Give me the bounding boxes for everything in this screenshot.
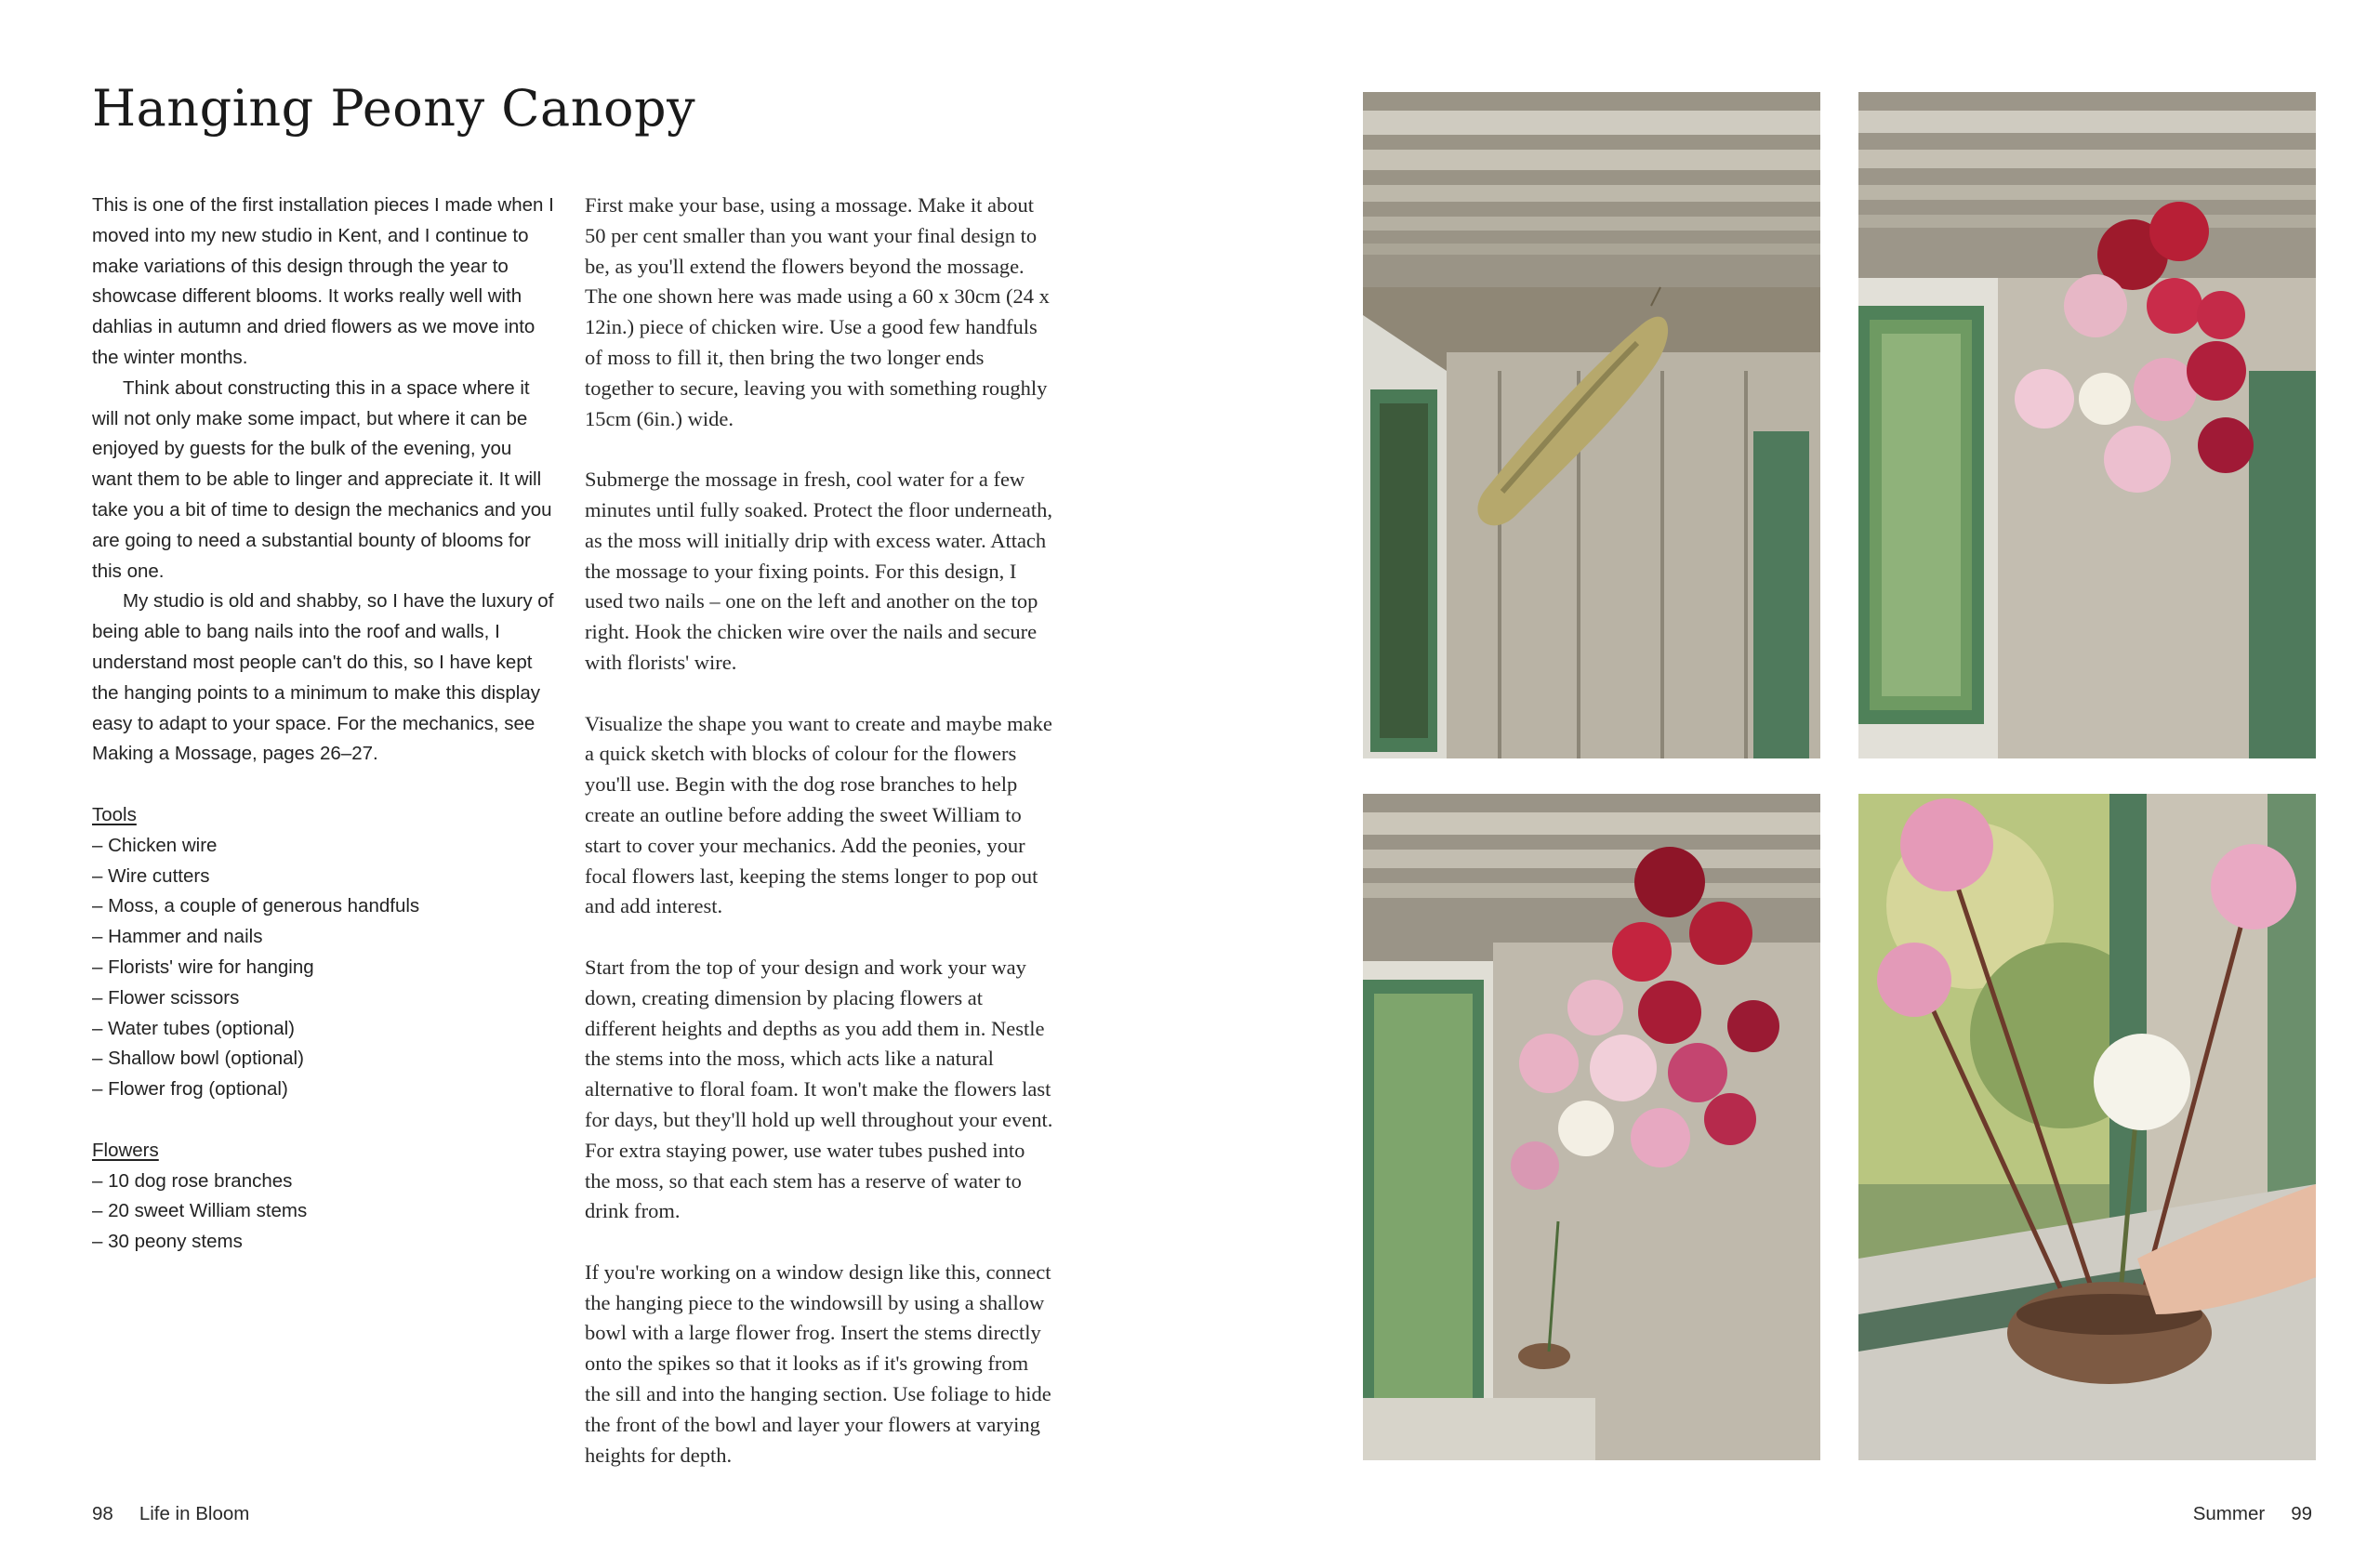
method-paragraph: If you're working on a window design like this, connect the hanging piece to the windowsill by using a shallow bowl with a large flower frog. Insert the stems directly onto the spikes so that it looks as if it's growing from the sill and into the hanging section. Use foliage to hide the front of the bowl and layer your flowers at varying heights for depth. [585, 1259, 1051, 1467]
flowers-section [92, 1136, 557, 1258]
tools-item: – Water tubes (optional) [92, 1017, 296, 1039]
tools-item: – Hammer and nails [92, 926, 263, 948]
intro-paragraph: My studio is old and shabby, so I have the luxury of being able to bang nails into the roof and walls, I understand most people can't do this, so I have kept the hanging points to a minimum to make this display easy to adapt to your space. For the mechanics, see Making a Mossage, pages 26–27. [92, 590, 554, 765]
photo-hand-bowl [1858, 794, 2316, 1460]
flowers-list [92, 1167, 557, 1258]
method-paragraph: Submerge the mossage in fresh, cool water for a few minutes until fully soaked. Protect the floor underneath, as the moss will initially drip with excess water. Attach the mossage to your fixing points. For this design, I used two nails – one on the left and another on the top right. Hook the chicken wire over the nails and secure with florists' wire. [585, 468, 1053, 674]
tools-item: – Chicken wire [92, 834, 218, 856]
running-title-left: Life in Bloom [139, 1503, 250, 1524]
method-paragraph: Visualize the shape you want to create and maybe make a quick sketch with blocks of colour for the flowers you'll use. Begin with the dog rose branches to help create an outline before adding the sweet William to start to cover your mechanics. Add the peonies, your focal flowers last, keeping the stems longer to pop out and add interest. [585, 711, 1052, 918]
intro-column [92, 191, 557, 1258]
photo-moss-base [1363, 92, 1820, 758]
method-column [585, 191, 1054, 1470]
flowers-item: – 30 peony stems [92, 1231, 243, 1253]
tools-list [92, 831, 557, 1105]
method-paragraph: First make your base, using a mossage. Make it about 50 per cent smaller than you want your final design to be, as you'll extend the flowers beyond the mossage. The one shown here was made using a 60 x 30cm (24 x 12in.) piece of chicken wire. Use a good few handfuls of moss to fill it, then bring the two longer ends together to secure, leaving you with something roughly 15cm (6in.) wide. [585, 193, 1050, 430]
page-number-left: 98 [92, 1503, 113, 1524]
tools-item: – Shallow bowl (optional) [92, 1048, 304, 1070]
tools-item: – Wire cutters [92, 864, 210, 887]
tools-item: – Moss, a couple of generous handfuls [92, 895, 420, 917]
tools-section [92, 800, 557, 1105]
running-title-right: Summer [2192, 1503, 2266, 1524]
tools-item: – Florists' wire for hanging [92, 956, 314, 978]
intro-paragraph: Think about constructing this in a space where it will not only make some impact, but where it can be enjoyed by guests for the bulk of the evening, you want them to be able to linger and appreciate it. It will take you a bit of time to design the mechanics and you are going to need a substantial bounty of blooms for this one. [92, 376, 552, 582]
photo-partial-arrangement [1858, 92, 2316, 758]
flowers-item: – 20 sweet William stems [92, 1200, 308, 1222]
photo-full-arrangement [1363, 794, 1820, 1460]
tools-heading: Tools [92, 803, 137, 825]
tools-item: – Flower scissors [92, 986, 240, 1009]
intro-paragraph: This is one of the first installation pieces I made when I moved into my new studio in Kent, and I continue to make variations of this design through the year to showcase different blooms. It works really well with dahlias in autumn and dried flowers as we move into the winter months. [92, 194, 554, 368]
footer-left [92, 1503, 249, 1525]
footer-right [2193, 1503, 2312, 1525]
page-number-right: 99 [2291, 1503, 2312, 1524]
flowers-item: – 10 dog rose branches [92, 1169, 293, 1192]
method-paragraph: Start from the top of your design and work your way down, creating dimension by placing flowers at different heights and depths as you add them in. Nestle the stems into the moss, which acts like a natural alternative to floral foam. It won't make the flowers last for days, but they'll hold up well throughout your event. For extra staying power, use water tubes pushed into the moss, so that each stem has a reserve of water to drink from. [585, 955, 1053, 1223]
flowers-heading: Flowers [92, 1139, 159, 1161]
tools-item: – Flower frog (optional) [92, 1078, 288, 1101]
page-title: Hanging Peony Canopy [92, 79, 696, 138]
